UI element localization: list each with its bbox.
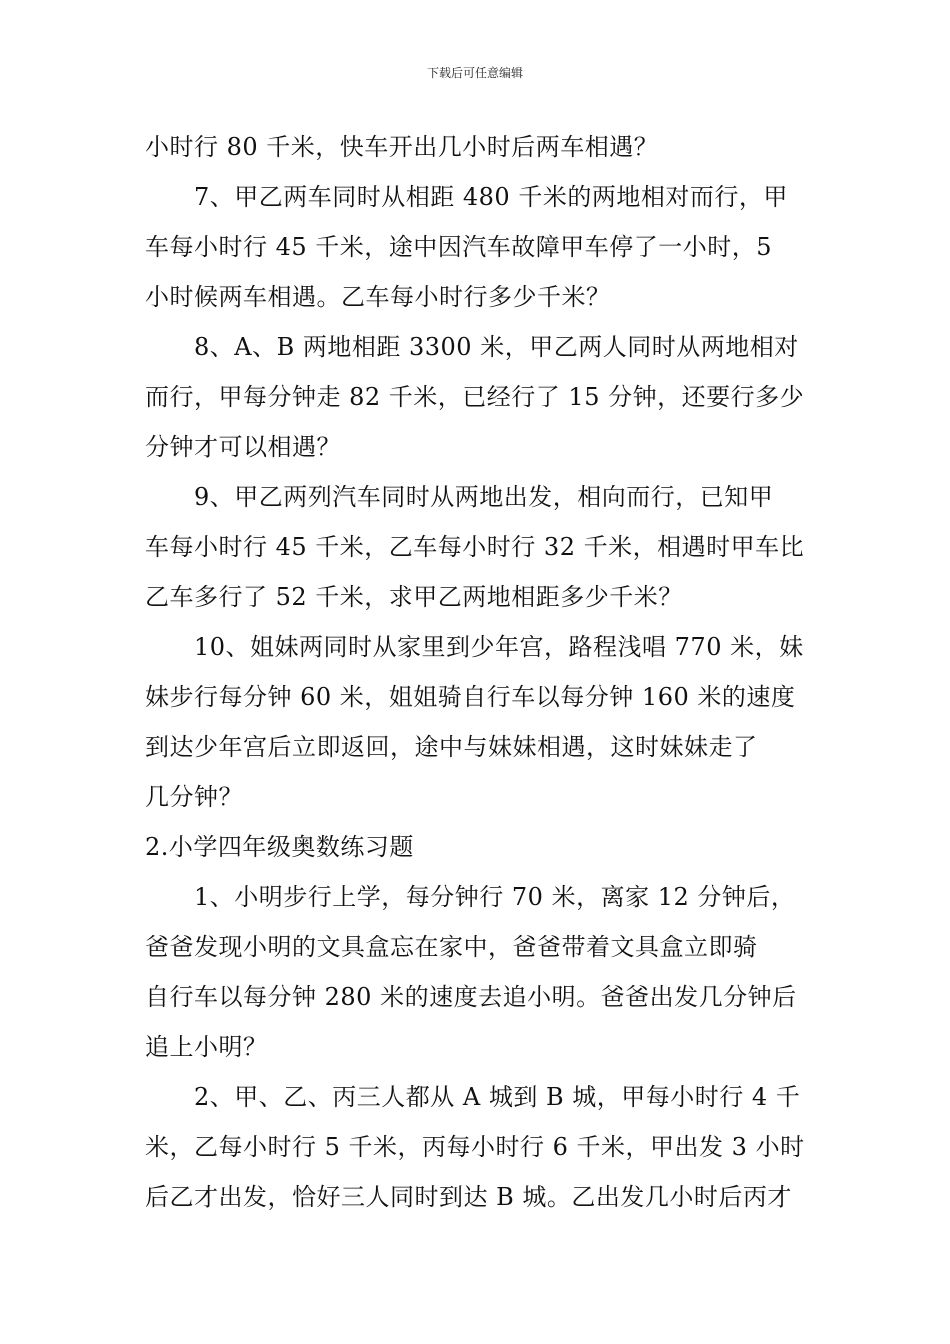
text-line: 后乙才出发，恰好三人同时到达 B 城。乙出发几小时后丙才 xyxy=(145,1183,792,1211)
text-line: 9、甲乙两列汽车同时从两地出发，相向而行，已知甲 xyxy=(194,483,774,511)
text-line: 几分钟？ xyxy=(145,783,243,811)
text-line: 7、甲乙两车同时从相距 480 千米的两地相对而行，甲 xyxy=(194,183,788,211)
text-line: 而行，甲每分钟走 82 千米，已经行了 15 分钟，还要行多少 xyxy=(145,383,805,411)
text-line: 妹步行每分钟 60 米，姐姐骑自行车以每分钟 160 米的速度 xyxy=(145,683,796,711)
text-line: 1、小明步行上学，每分钟行 70 米，离家 12 分钟后， xyxy=(194,883,796,911)
text-line: 车每小时行 45 千米，乙车每小时行 32 千米，相遇时甲车比 xyxy=(145,533,805,561)
text-line: 2、甲、乙、丙三人都从 A 城到 B 城，甲每小时行 4 千 xyxy=(194,1083,801,1111)
text-line: 小时行 80 千米，快车开出几小时后两车相遇？ xyxy=(145,133,659,161)
text-line: 自行车以每分钟 280 米的速度去追小明。爸爸出发几分钟后 xyxy=(145,983,797,1011)
text-line: 小时候两车相遇。乙车每小时行多少千米？ xyxy=(145,283,611,311)
text-line: 米，乙每小时行 5 千米，丙每小时行 6 千米，甲出发 3 小时 xyxy=(145,1133,805,1161)
text-line: 10、姐妹两同时从家里到少年宫，路程浅唱 770 米，妹 xyxy=(194,633,804,661)
text-line: 追上小明？ xyxy=(145,1033,268,1061)
text-line: 到达少年宫后立即返回，途中与妹妹相遇，这时妹妹走了 xyxy=(145,733,758,761)
page-header: 下载后可任意编辑 xyxy=(426,66,523,80)
text-line: 8、A、B 两地相距 3300 米，甲乙两人同时从两地相对 xyxy=(194,333,799,361)
text-line: 爸爸发现小明的文具盒忘在家中，爸爸带着文具盒立即骑 xyxy=(145,933,758,961)
text-line: 车每小时行 45 千米，途中因汽车故障甲车停了一小时，5 xyxy=(145,233,773,261)
text-line: 乙车多行了 52 千米，求甲乙两地相距多少千米？ xyxy=(145,583,683,611)
document-body xyxy=(145,122,810,1222)
text-line: 分钟才可以相遇？ xyxy=(145,433,341,461)
text-line: 2.小学四年级奥数练习题 xyxy=(145,833,414,861)
